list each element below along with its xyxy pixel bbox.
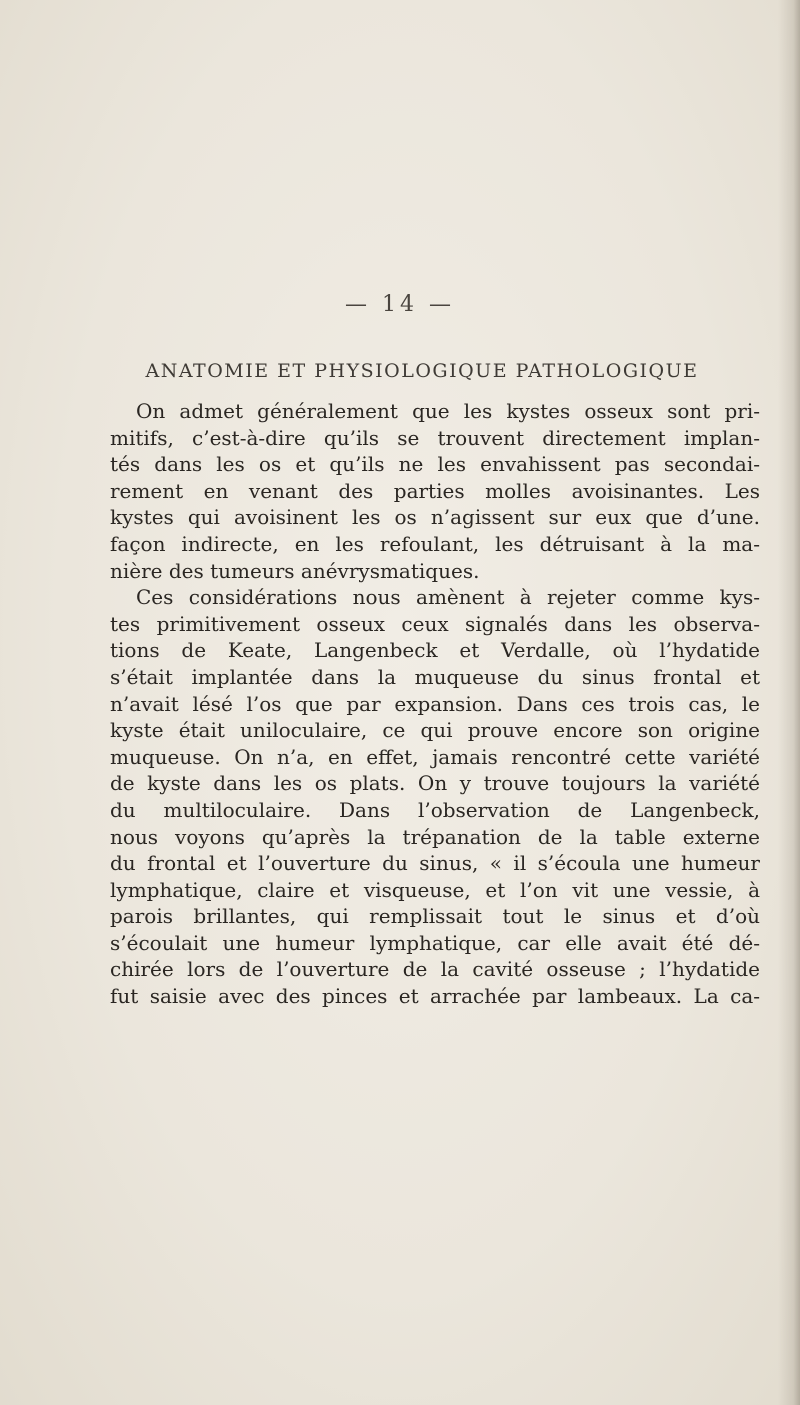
- text-line: tions de Keate, Langenbeck et Verdalle, où l’hydatide: [110, 638, 760, 663]
- page-number: — 14 —: [345, 292, 455, 317]
- text-line: muqueuse. On n’a, en effet, jamais rencontré cette variété: [110, 744, 760, 769]
- text-line: du frontal et l’ouverture du sinus, « il s’écoula une humeur: [110, 851, 760, 876]
- text-line: s’était implantée dans la muqueuse du sinus frontal et: [110, 664, 760, 689]
- text-line: façon indirecte, en les refoulant, les détruisant à la ma-: [110, 531, 760, 556]
- text-line: On admet généralement que les kystes osseux sont pri-: [136, 399, 760, 423]
- running-head: ANATOMIE ET PHYSIOLOGIQUE PATHOLOGIQUE: [145, 360, 699, 382]
- text-line: du multiloculaire. Dans l’observation de Langenbeck,: [110, 797, 760, 822]
- text-line: mitifs, c’est-à-dire qu’ils se trouvent directement implan-: [110, 425, 760, 450]
- body-text: [110, 398, 760, 1010]
- text-line: s’écoulait une humeur lymphatique, car elle avait été dé-: [110, 930, 760, 955]
- text-line: chirée lors de l’ouverture de la cavité osseuse ; l’hydatide: [110, 957, 760, 982]
- text-line: tés dans les os et qu’ils ne les envahissent pas secondai-: [110, 452, 760, 477]
- text-line: de kyste dans les os plats. On y trouve toujours la variété: [110, 771, 760, 796]
- text-line: fut saisie avec des pinces et arrachée par lambeaux. La ca-: [110, 984, 760, 1009]
- text-line: parois brillantes, qui remplissait tout le sinus et d’où: [110, 904, 760, 929]
- text-line: nière des tumeurs anévrysmatiques.: [110, 558, 480, 583]
- text-line: nous voyons qu’après la trépanation de la table externe: [110, 824, 760, 849]
- text-line: kystes qui avoisinent les os n’agissent sur eux que d’une.: [110, 505, 760, 530]
- text-line: tes primitivement osseux ceux signalés dans les observa-: [110, 611, 760, 636]
- text-line: n’avait lésé l’os que par expansion. Dans ces trois cas, le: [110, 691, 760, 716]
- text-line: Ces considérations nous amènent à rejeter comme kys-: [136, 585, 760, 610]
- text-line: kyste était uniloculaire, ce qui prouve encore son origine: [110, 718, 760, 743]
- text-line: rement en venant des parties molles avoisinantes. Les: [110, 478, 760, 503]
- text-line: lymphatique, claire et visqueuse, et l’on vit une vessie, à: [110, 877, 760, 902]
- page-edge-shadow: [778, 0, 800, 1405]
